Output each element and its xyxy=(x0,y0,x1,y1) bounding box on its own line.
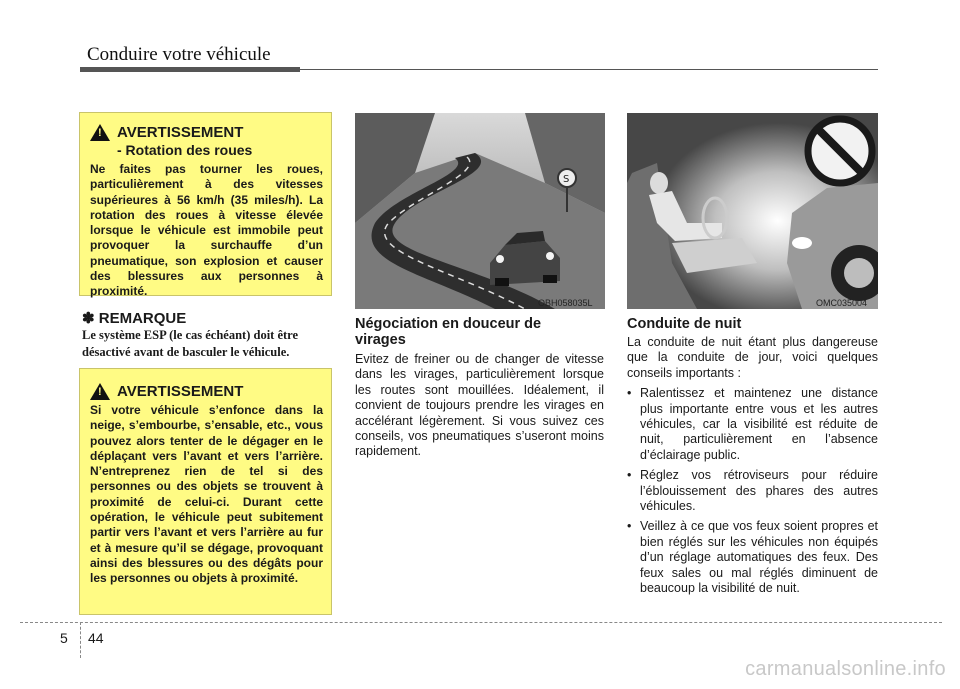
night-image-caption: OMC035004 xyxy=(816,298,868,308)
curve-section-title: Négociation en douceur de virages xyxy=(355,316,542,348)
list-item: • Réglez vos rétroviseurs pour réduire l’éblouissement des phares des autres véhicules. xyxy=(627,468,878,514)
note-body: Le système ESP (le cas échéant) doit être désactivé avant de basculer le véhicule. xyxy=(82,328,299,359)
night-section-title: Conduite de nuit xyxy=(627,316,742,332)
warning-body: Si votre véhicule s’enfonce dans la neige, s’embourbe, s’ensable, etc., vous pouvez alors tenter de le dégager en le déplaçant vers l’avant et vers l’arrière. N’entreprenez rien de tel si des personnes ou des objets se trouvent à proximité de celui-ci. Durant cette opération, le véhicule peut subitement partir vers l’avant et vers l’arrière au fur et à mesure qu’il se dégage, provoquant ainsi des blessures ou des dégâts pour les personnes ou objets à proximité. xyxy=(90,403,323,586)
warning-box-stuck-vehicle xyxy=(79,368,332,615)
night-driving-illustration xyxy=(627,113,878,309)
night-glare-image xyxy=(627,113,878,309)
warning-triangle-icon: ! xyxy=(90,383,110,400)
winding-road-image xyxy=(355,113,605,309)
curve-road-illustration xyxy=(355,113,605,309)
night-tips-list xyxy=(627,386,878,596)
warning-title: AVERTISSEMENT xyxy=(117,124,244,141)
header-bar xyxy=(80,67,300,72)
warning-box-wheel-spin xyxy=(79,112,332,299)
night-intro: La conduite de nuit étant plus dangereuse que la conduite de jour, voici quelques conseils importants : xyxy=(627,335,878,380)
warning-subtitle: - Rotation des roues xyxy=(117,142,253,158)
footer-divider xyxy=(20,622,942,623)
watermark-text: carmanualsonline.info xyxy=(745,658,946,680)
chapter-number: 5 xyxy=(60,630,68,646)
list-item: • Veillez à ce que vos feux soient propres et bien réglés sur les véhicules non équipés d’un réglage automatiques des feux. Des feux sales ou mal réglés diminuent de beaucoup la visibilité de nuit. xyxy=(627,519,878,596)
curve-image-caption: OBH058035L xyxy=(538,298,593,308)
warning-body: Ne faites pas tourner les roues, particulièrement à des vitesses supérieures à 56 km/h (35 miles/h). La rotation des roues à vitesse élevée lorsque le véhicule est immobile peut provoquer la surchauffe d’un pneumatique, son explosion et causer des blessures aux personnes à proximité. xyxy=(90,162,323,299)
svg-text:S: S xyxy=(563,174,570,185)
warning-title: AVERTISSEMENT xyxy=(117,383,244,400)
warning-triangle-icon: ! xyxy=(90,124,110,141)
list-item: • Ralentissez et maintenez une distance plus importante entre vous et les autres véhicules, car la visibilité est réduite de nuit, particulièrement en l’absence d’éclairage public. xyxy=(627,386,878,463)
night-section-content xyxy=(627,335,878,602)
curve-section-body: Evitez de freiner ou de changer de vitesse dans les virages, particulièrement lorsque les routes sont mouillées. Idéalement, il convient de toujours prendre les virages en accélérant légèrement. Si vous suivez ces conseils, vos pneumatiques s’useront moins rapidement. xyxy=(355,352,604,459)
note-title: ✽ REMARQUE xyxy=(82,310,187,327)
header-rule xyxy=(300,69,878,70)
page-header-title: Conduire votre véhicule xyxy=(87,44,271,65)
footer-vertical-divider xyxy=(80,622,81,658)
page-number: 44 xyxy=(88,630,104,646)
